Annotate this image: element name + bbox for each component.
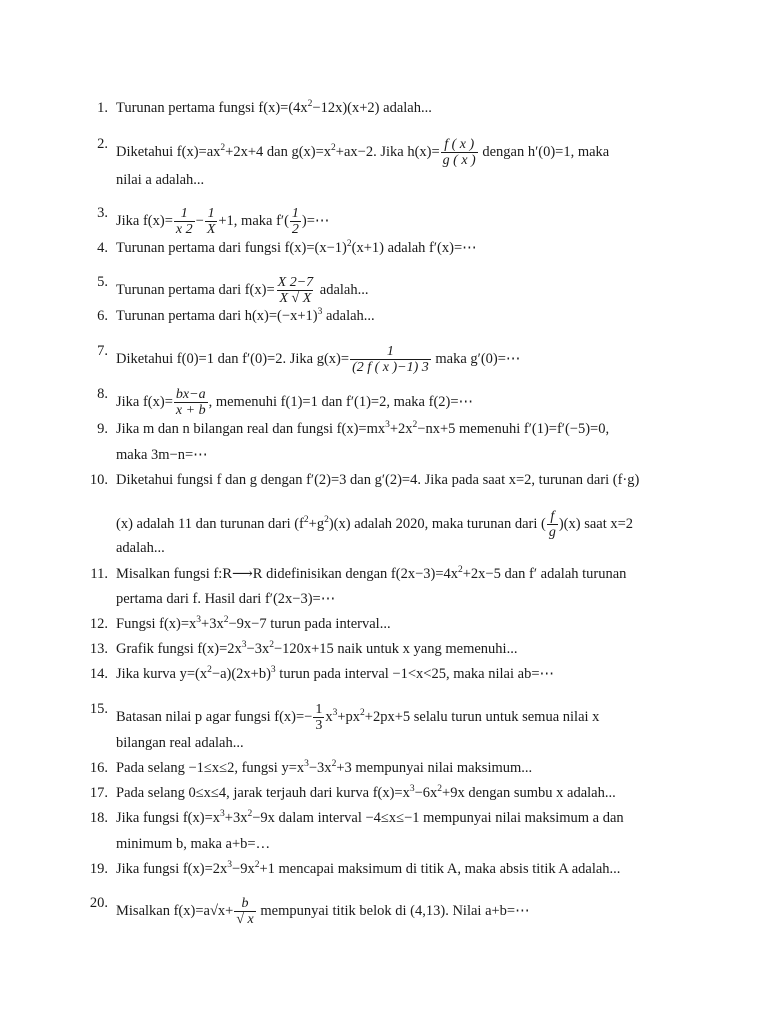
text-segment: −3x — [246, 641, 270, 657]
text-segment: +1 mencapai maksimum di titik A, maka absis titik A adalah... — [259, 861, 621, 877]
text-segment: Fungsi f(x)=x — [116, 616, 197, 632]
fraction-denominator: g ( x ) — [442, 153, 476, 169]
text-segment: Pada selang 0≤x≤4, jarak terjauh dari kurva f(x)=x — [116, 785, 410, 801]
superscript: 3 — [227, 860, 233, 870]
question-text-line — [116, 344, 520, 376]
fraction-numerator: 1 — [386, 344, 394, 359]
text-segment: +1, maka f′( — [218, 213, 289, 230]
question-text-line — [116, 275, 368, 307]
text-segment: Grafik fungsi f(x)=2x — [116, 641, 242, 657]
question-text-line — [116, 786, 616, 801]
fraction-denominator: √ x — [236, 912, 254, 928]
text-segment: , memenuhi f(1)=1 dan f′(1)=2, maka f(2)=⋯ — [208, 394, 474, 411]
text-segment: +9x dengan sumbu x adalah... — [442, 785, 616, 801]
superscript: 2 — [324, 515, 329, 526]
question-number: 10. — [89, 472, 108, 488]
superscript: 3 — [317, 307, 323, 317]
fraction — [441, 137, 478, 169]
fraction-numerator: f — [550, 509, 555, 524]
question-number: 5. — [97, 274, 108, 290]
text-segment: Misalkan f(x)=a√x+ — [116, 903, 234, 920]
superscript: 3 — [270, 665, 276, 675]
superscript: 2 — [346, 239, 352, 249]
question-number: 20. — [89, 895, 108, 911]
text-segment: +px — [337, 709, 361, 726]
text-segment: Jika f(x)= — [116, 213, 173, 230]
question-text-line — [116, 667, 554, 682]
question-number: 14. — [89, 666, 108, 682]
question-number: 8. — [97, 386, 108, 402]
question-text-line — [116, 811, 624, 826]
fraction — [205, 206, 218, 238]
fraction-denominator: 2 — [291, 222, 299, 238]
question-number: 4. — [97, 240, 108, 256]
fraction-denominator: x + b — [175, 403, 206, 419]
question-number: 11. — [90, 566, 108, 582]
fraction — [350, 344, 431, 376]
text-segment: )=⋯ — [301, 213, 330, 230]
question-text-line — [116, 206, 329, 238]
superscript: 3 — [332, 708, 338, 719]
fraction-numerator: 1 — [207, 206, 215, 221]
text-segment: dengan h′(0)=1, maka — [478, 144, 610, 161]
text-segment: turun pada interval −1<x<25, maka nilai ab=⋯ — [275, 666, 555, 682]
text-segment: adalah... — [316, 282, 369, 299]
question-text-line — [116, 473, 639, 488]
superscript: 2 — [331, 759, 337, 769]
question-text-line — [116, 617, 391, 632]
superscript: 2 — [307, 99, 313, 109]
text-segment: )(x) saat x=2 — [558, 516, 634, 533]
fraction-denominator: X — [206, 222, 216, 238]
superscript: 3 — [304, 759, 309, 769]
text-segment: Jika kurva y=(x — [116, 666, 208, 682]
superscript: 2 — [220, 143, 226, 154]
fraction — [276, 275, 316, 307]
text-segment: Turunan pertama dari h(x)=(−x+1) — [116, 308, 318, 324]
text-segment: maka 3m−n=⋯ — [116, 447, 208, 463]
text-segment: bilangan real adalah... — [116, 735, 244, 751]
superscript: 2 — [331, 143, 336, 154]
fraction — [174, 387, 208, 419]
question-text-line — [116, 567, 626, 582]
question-text-line — [116, 309, 375, 324]
text-segment: +2px+5 selalu turun untuk semua nilai x — [364, 709, 600, 726]
superscript: 2 — [412, 420, 418, 430]
text-segment: Diketahui fungsi f dan g dengan f′(2)=3 dan g′(2)=4. Jika pada saat x=2, turunan dari (f·g) — [116, 472, 640, 488]
text-segment: Jika m dan n bilangan real dan fungsi f(x)=mx — [116, 421, 386, 437]
text-segment: pertama dari f. Hasil dari f′(2x−3)=⋯ — [116, 591, 336, 607]
question-text-line — [116, 862, 620, 877]
question-number: 3. — [97, 205, 108, 221]
question-text-line — [116, 702, 599, 734]
superscript: 2 — [458, 565, 463, 575]
fraction-numerator: bx−a — [175, 387, 206, 402]
fraction — [174, 206, 195, 238]
question-number: 9. — [97, 421, 108, 437]
text-segment: (x+1) adalah f′(x)=⋯ — [351, 240, 477, 256]
question-number: 13. — [89, 641, 108, 657]
text-segment: minimum b, maka a+b=… — [116, 836, 271, 852]
question-number: 18. — [89, 810, 108, 826]
text-segment: Diketahui f(x)=ax — [116, 144, 221, 161]
superscript: 2 — [207, 665, 212, 675]
fraction-numerator: 1 — [291, 206, 299, 221]
question-text-line — [116, 173, 204, 188]
text-segment: Batasan nilai p agar fungsi f(x)=− — [116, 709, 313, 726]
text-segment: +3x — [224, 810, 248, 826]
fraction-denominator: (2 f ( x )−1) 3 — [352, 360, 429, 376]
superscript: 3 — [196, 615, 202, 625]
text-segment: adalah... — [116, 540, 165, 556]
question-number: 2. — [97, 136, 108, 152]
text-segment: +g — [308, 516, 325, 533]
text-segment: −a)(2x+b) — [211, 666, 271, 682]
text-segment: −9x−7 turun pada interval... — [228, 616, 391, 632]
question-text-line — [116, 101, 432, 116]
question-text-line — [116, 736, 244, 751]
text-segment: mempunyai titik belok di (4,13). Nilai a+b=⋯ — [256, 903, 530, 920]
text-segment: −12x)(x+2) adalah... — [312, 100, 432, 116]
text-segment: −9x dalam interval −4≤x≤−1 mempunyai nilai maksimum a dan — [252, 810, 624, 826]
question-text-line — [116, 896, 530, 928]
question-number: 15. — [89, 701, 108, 717]
question-number: 12. — [89, 616, 108, 632]
text-segment: +ax−2. Jika h(x)= — [335, 144, 440, 161]
question-text-line — [116, 642, 517, 657]
text-segment: Pada selang −1≤x≤2, fungsi y=x — [116, 760, 305, 776]
fraction-numerator: X 2−7 — [277, 275, 314, 290]
question-text-line — [116, 541, 165, 556]
text-segment: Jika fungsi f(x)=x — [116, 810, 221, 826]
fraction-numerator: 1 — [315, 702, 323, 717]
question-text-line — [116, 422, 609, 437]
question-text-line — [116, 837, 270, 852]
fraction-denominator: X √ X — [279, 291, 312, 307]
text-segment: Misalkan fungsi f:R⟶R didefinisikan dengan f(2x−3)=4x — [116, 566, 458, 582]
text-segment: +3x — [201, 616, 224, 632]
fraction — [313, 702, 324, 734]
question-text-line — [116, 509, 633, 541]
fraction — [234, 896, 255, 928]
fraction-denominator: x 2 — [175, 222, 193, 238]
text-segment: x — [325, 709, 333, 726]
text-segment: +2x — [389, 421, 413, 437]
text-segment: (x) adalah 11 dan turunan dari (f — [116, 516, 304, 533]
question-text-line — [116, 241, 477, 256]
text-segment: Turunan pertama dari f(x)= — [116, 282, 275, 299]
text-segment: −120x+15 naik untuk x yang memenuhi... — [273, 641, 518, 657]
question-number: 1. — [97, 100, 108, 116]
text-segment: adalah... — [322, 308, 375, 324]
superscript: 2 — [269, 640, 274, 650]
text-segment: −nx+5 memenuhi f′(1)=f′(−5)=0, — [417, 421, 610, 437]
question-number: 16. — [89, 760, 108, 776]
question-text-line — [116, 592, 335, 607]
text-segment: +2x−5 dan f′ adalah turunan — [462, 566, 627, 582]
superscript: 2 — [223, 615, 229, 625]
text-segment: +3 mempunyai nilai maksimum... — [336, 760, 533, 776]
text-segment: −3x — [308, 760, 332, 776]
question-text-line — [116, 137, 609, 169]
superscript: 2 — [303, 515, 309, 526]
text-segment: )(x) adalah 2020, maka turunan dari ( — [328, 516, 546, 533]
text-segment: nilai a adalah... — [116, 172, 205, 188]
text-segment: Jika f(x)= — [116, 394, 173, 411]
text-segment: maka g′(0)=⋯ — [431, 351, 521, 368]
text-segment: Turunan pertama fungsi f(x)=(4x — [116, 100, 308, 116]
superscript: 2 — [360, 708, 365, 719]
superscript: 2 — [254, 860, 260, 870]
fraction-numerator: f ( x ) — [444, 137, 475, 152]
superscript: 3 — [241, 640, 247, 650]
text-segment: +2x+4 dan g(x)=x — [225, 144, 332, 161]
superscript: 3 — [220, 809, 225, 819]
fraction-denominator: 3 — [315, 718, 323, 734]
text-segment: Diketahui f(0)=1 dan f′(0)=2. Jika g(x)= — [116, 351, 350, 368]
question-text-line — [116, 448, 208, 463]
fraction-denominator: g — [548, 525, 556, 541]
text-segment: − — [195, 213, 204, 230]
superscript: 3 — [409, 784, 415, 794]
superscript: 3 — [385, 420, 390, 430]
fraction — [547, 509, 558, 541]
fraction-numerator: 1 — [180, 206, 188, 221]
question-number: 17. — [89, 785, 108, 801]
question-number: 19. — [89, 861, 108, 877]
fraction-numerator: b — [241, 896, 249, 911]
question-text-line — [116, 761, 532, 776]
text-segment: −6x — [414, 785, 438, 801]
fraction — [290, 206, 301, 238]
text-segment: Turunan pertama dari fungsi f(x)=(x−1) — [116, 240, 347, 256]
superscript: 2 — [247, 809, 253, 819]
text-segment: −9x — [232, 861, 255, 877]
text-segment: Jika fungsi f(x)=2x — [116, 861, 228, 877]
question-text-line — [116, 387, 473, 419]
question-number: 7. — [97, 343, 108, 359]
superscript: 2 — [437, 784, 443, 794]
question-number: 6. — [97, 308, 108, 324]
